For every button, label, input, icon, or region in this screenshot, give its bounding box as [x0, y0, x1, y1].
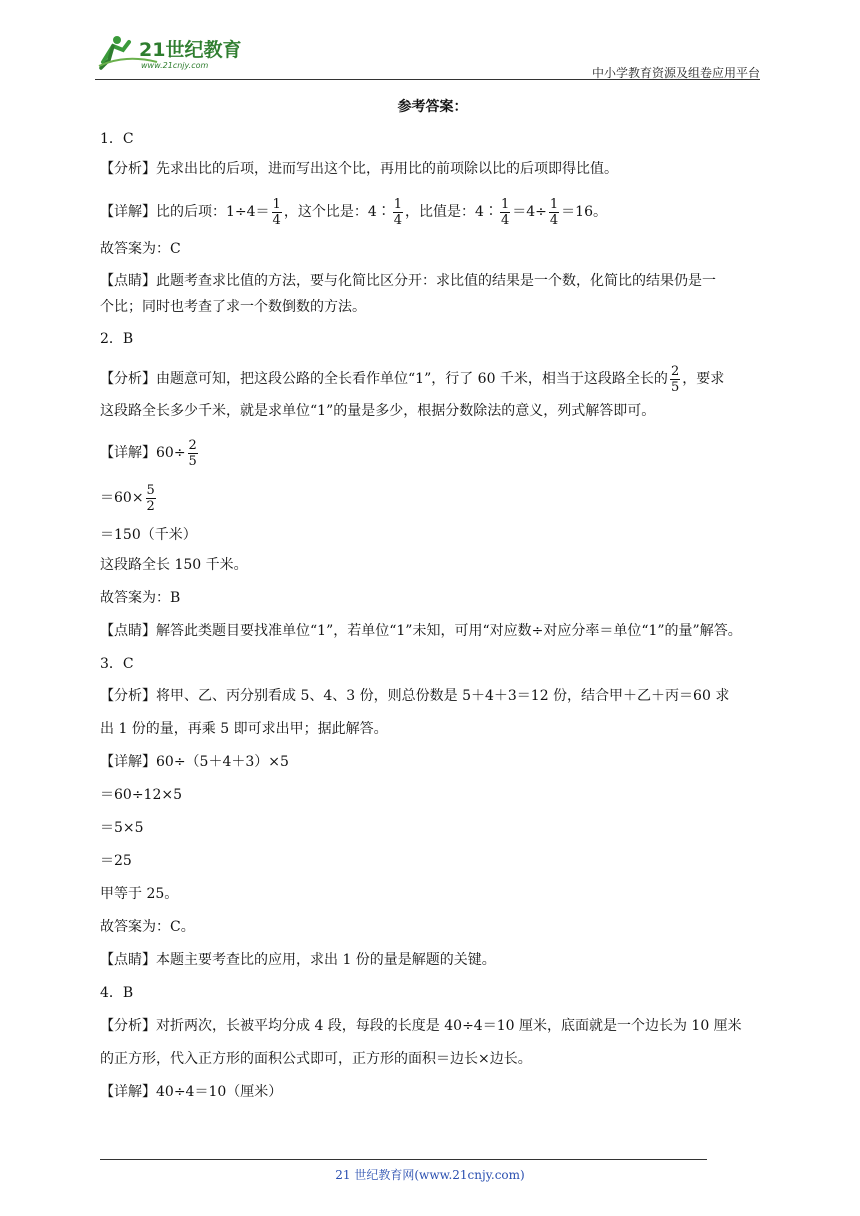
fraction: $\frac{1}{4}$: [500, 196, 510, 228]
q2-detail-text: 【详解】60÷: [100, 445, 186, 461]
q2-analysis-text-b: ，要求: [682, 371, 725, 387]
q1-comment-2: 个比；同时也考查了求一个数倒数的方法。: [100, 299, 366, 315]
q3-step-2: ＝5×5: [100, 820, 144, 836]
q4-analysis-2: 的正方形，代入正方形的面积公式即可，正方形的面积＝边长×边长。: [100, 1051, 532, 1067]
q2-analysis-1: [100, 357, 765, 401]
q3-detail: 【详解】60÷（5＋4＋3）×5: [100, 754, 289, 770]
q1-detail: [100, 191, 765, 233]
fraction: $\frac{1}{4}$: [393, 196, 403, 228]
q1-detail-text-a: 【详解】比的后项：1÷4＝: [100, 204, 270, 220]
q2-analysis-2: 这段路全长多少千米，就是求单位“1”的量是多少，根据分数除法的意义，列式解答即可。: [100, 403, 656, 419]
q1-detail-text-c: ，比值是：4∶: [405, 204, 498, 220]
fraction: $\frac{1}{4}$: [549, 196, 559, 228]
logo-text: 21世纪教育: [139, 39, 242, 61]
header-divider: [95, 79, 760, 80]
q1-analysis: 【分析】先求出比的后项，进而写出这个比，再用比的前项除以比的后项即得比值。: [100, 161, 618, 177]
q3-answer: 故答案为：C。: [100, 919, 195, 935]
q2-conclusion: 这段路全长 150 千米。: [100, 557, 248, 573]
q3-conclusion: 甲等于 25。: [100, 886, 179, 902]
header-platform-text: 中小学教育资源及组卷应用平台: [591, 66, 760, 80]
q3-step-3: ＝25: [100, 853, 132, 869]
logo-url: www.21cnjy.com: [141, 61, 209, 70]
page-header: [95, 28, 760, 80]
logo: [95, 32, 255, 72]
fraction: $\frac{2}{5}$: [670, 363, 680, 395]
q1-answer: 故答案为：C: [100, 241, 181, 257]
footer-divider: [100, 1159, 707, 1160]
q2-answer: 故答案为：B: [100, 590, 181, 606]
q2-number: 2．B: [100, 331, 134, 347]
q2-comment: 【点睛】解答此类题目要找准单位“1”，若单位“1”未知，可用“对应数÷对应分率＝单位“1”的量”解答。: [100, 623, 742, 639]
q3-number: 3．C: [100, 656, 134, 672]
page-title: 参考答案：: [397, 99, 468, 115]
q3-comment: 【点睛】本题主要考查比的应用，求出 1 份的量是解题的关键。: [100, 952, 496, 968]
q1-detail-text-b: ，这个比是：4∶: [283, 204, 391, 220]
q4-analysis-1: 【分析】对折两次，长被平均分成 4 段，每段的长度是 40÷4＝10 厘米，底面就是一个边长为 10 厘米: [100, 1018, 742, 1034]
fraction: $\frac{2}{5}$: [188, 437, 197, 469]
q3-step-1: ＝60÷12×5: [100, 787, 182, 803]
q2-step-2: ＝150（千米）: [100, 527, 197, 543]
q1-detail-text-e: ＝16。: [561, 204, 607, 220]
footer-text: 21 世纪教育网(www.21cnjy.com): [335, 1168, 525, 1182]
fraction: $\frac{5}{2}$: [146, 482, 155, 514]
q3-analysis-1: 【分析】将甲、乙、丙分别看成 5、4、3 份，则总份数是 5＋4＋3＝12 份，结合甲＋乙＋丙＝60 求: [100, 688, 730, 704]
q4-detail: 【详解】40÷4＝10（厘米）: [100, 1084, 283, 1100]
answer-content: [100, 93, 765, 1113]
q1-detail-text-d: ＝4÷: [512, 204, 547, 220]
fraction: $\frac{1}{4}$: [272, 196, 281, 228]
q4-number: 4．B: [100, 985, 134, 1001]
q1-number: 1．C: [100, 131, 134, 147]
q1-comment-1: 【点睛】此题考查求比值的方法，要与化简比区分开：求比值的结果是一个数，化简比的结果仍是一: [100, 273, 716, 289]
q3-analysis-2: 出 1 份的量，再乘 5 即可求出甲；据此解答。: [100, 721, 388, 737]
q2-analysis-text-a: 【分析】由题意可知，把这段公路的全长看作单位“1”，行了 60 千米，相当于这段路全长的: [100, 371, 668, 387]
q2-step-1: [100, 475, 765, 521]
q2-step-1-text: ＝60×: [100, 490, 144, 506]
q2-detail: [100, 431, 765, 475]
